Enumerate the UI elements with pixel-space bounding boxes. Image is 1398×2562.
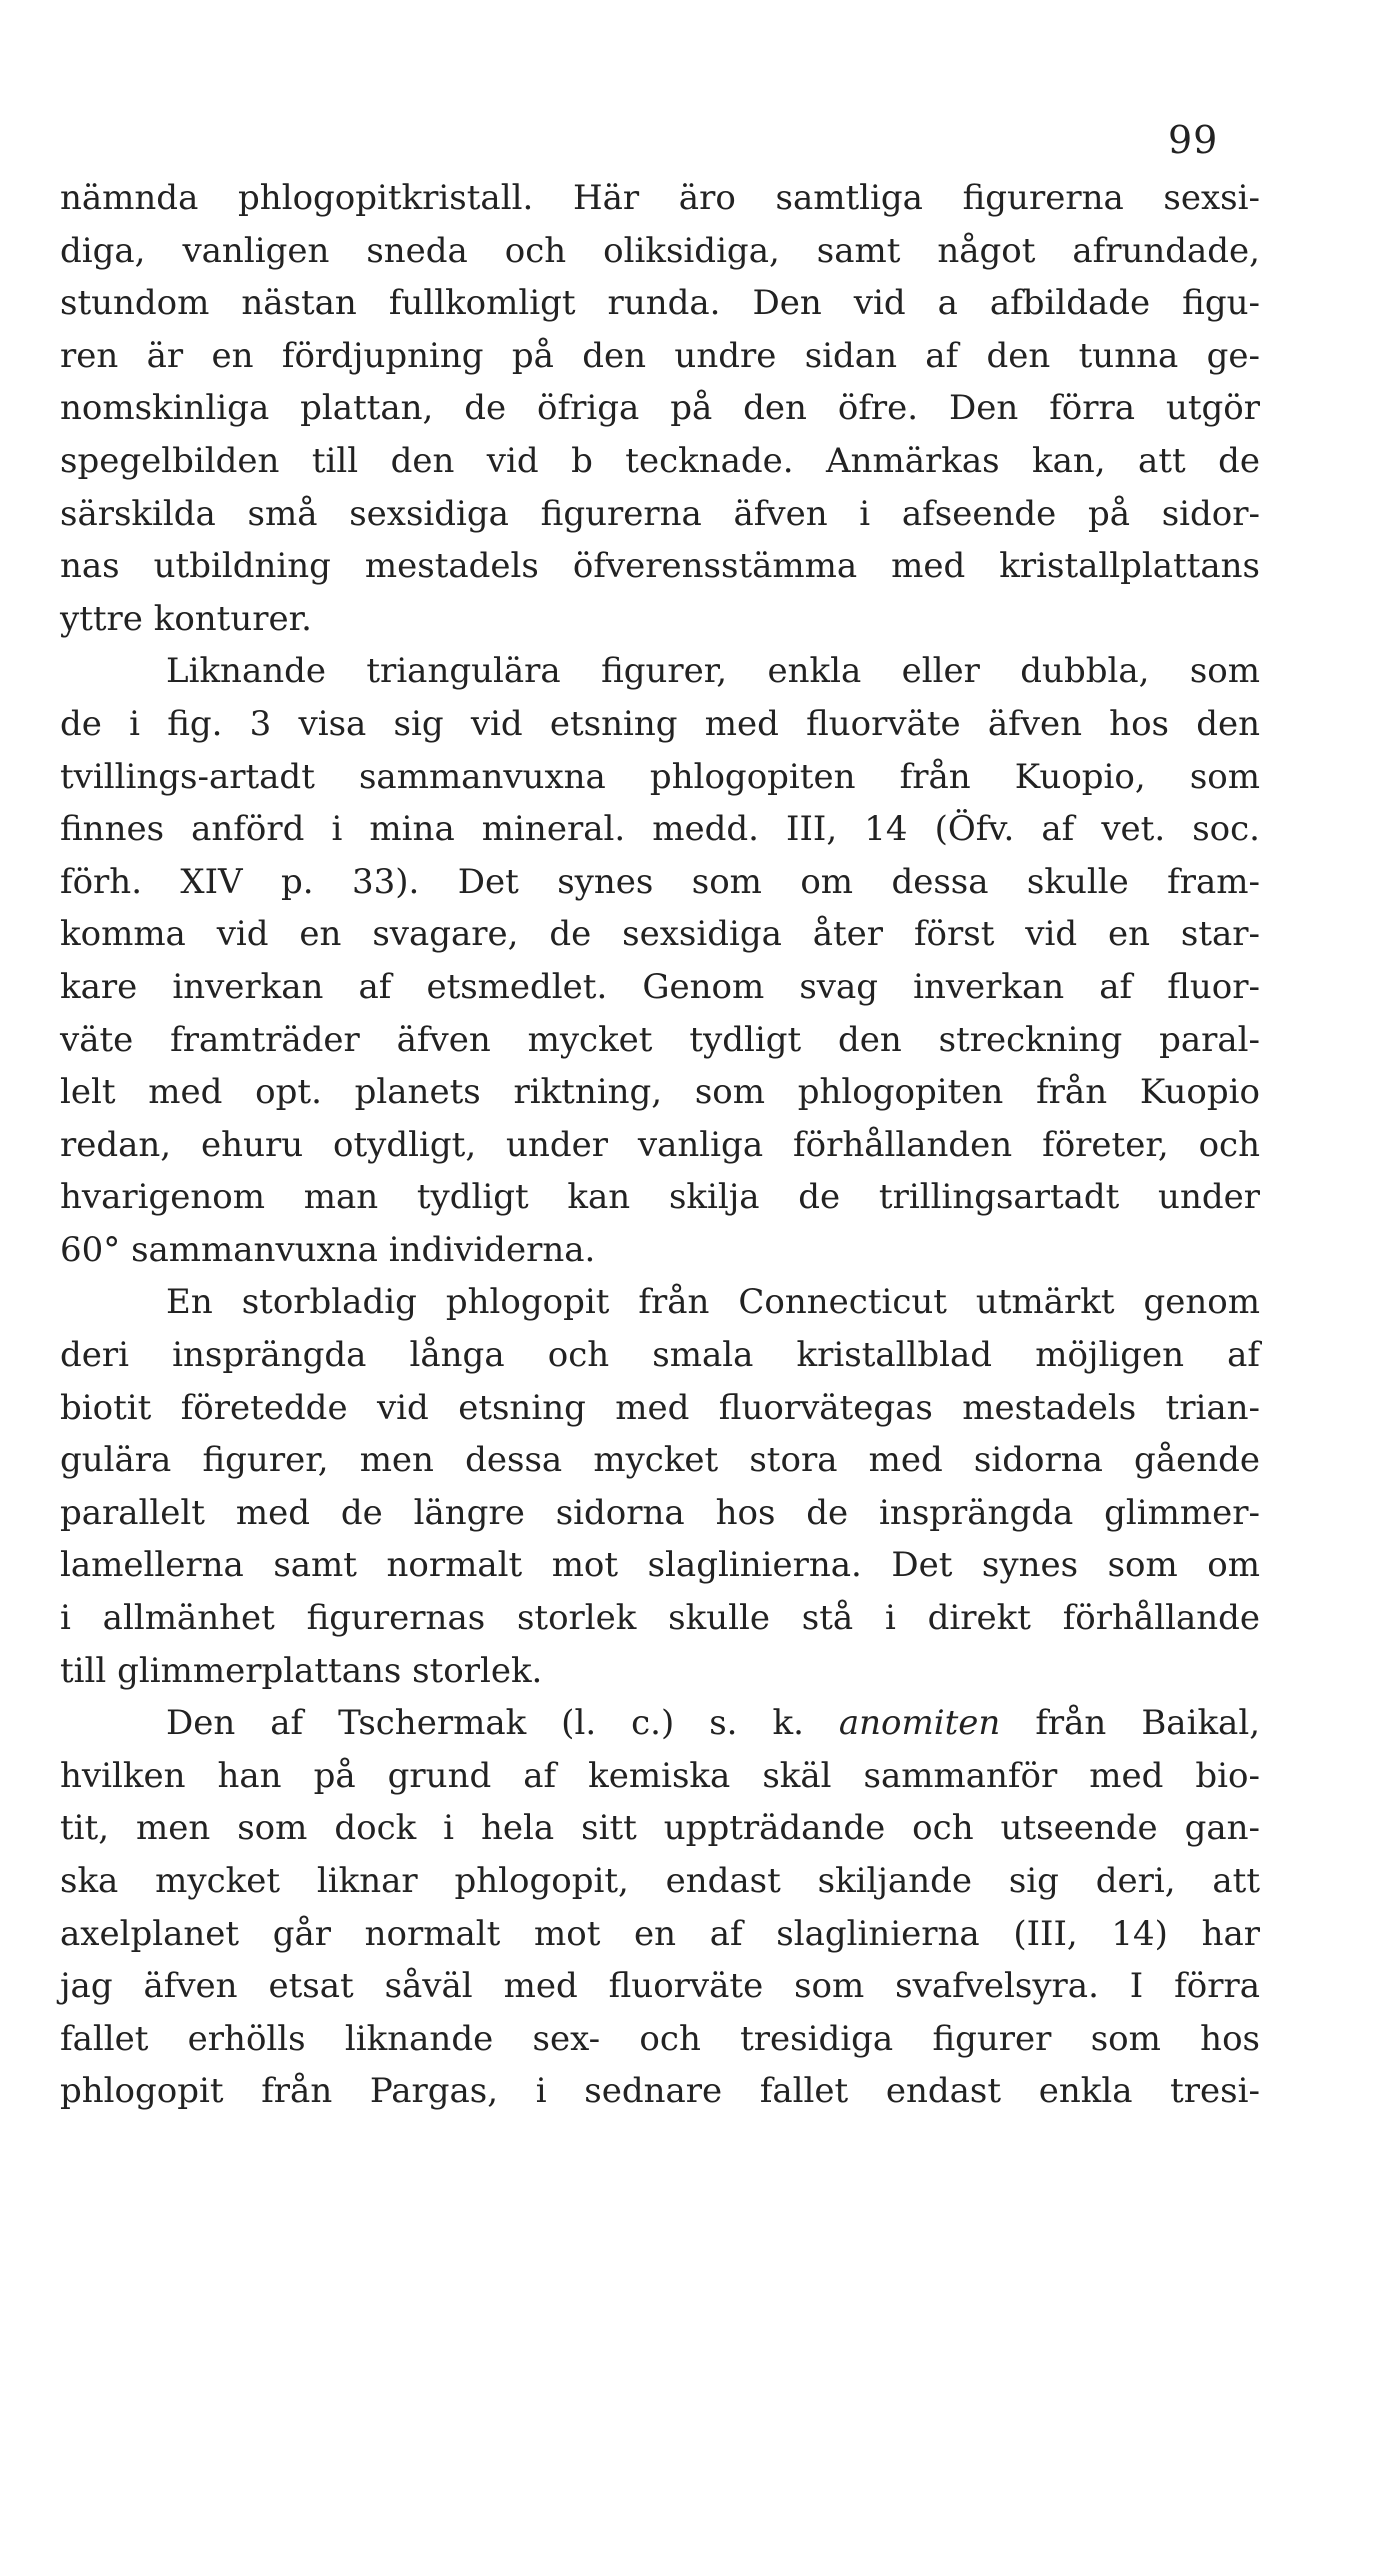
text-line: spegelbilden till den vid b tecknade. Anmärkas kan, att de — [60, 440, 1260, 481]
text-segment: Den af Tschermak (l. c.) s. k. — [166, 1703, 839, 1744]
text-line: komma vid en svagare, de sexsidiga åter först vid en star- — [60, 914, 1260, 955]
text-line: redan, ehuru otydligt, under vanliga förhållanden företer, och — [60, 1124, 1260, 1165]
text-line: phlogopit från Pargas, i sednare fallet endast enkla tresi- — [60, 2071, 1260, 2112]
text-line: ska mycket liknar phlogopit, endast skiljande sig deri, att — [60, 1861, 1260, 1901]
text-line: särskilda små sexsidiga figurerna äfven i afseende på sidor- — [60, 493, 1260, 534]
text-line: lelt med opt. planets riktning, som phlogopiten från Kuopio — [60, 1072, 1260, 1113]
text-line: lamellerna samt normalt mot slaglinierna. Det synes som om — [60, 1545, 1260, 1586]
text-line: nas utbildning mestadels öfverensstämma med kristallplattans — [60, 546, 1260, 587]
text-line: nomskinliga plattan, de öfriga på den öfre. Den förra utgör — [60, 388, 1260, 429]
text-line: finnes anförd i mina mineral. medd. III, 14 (Öfv. af vet. soc. — [60, 809, 1260, 850]
text-line: ren är en fördjupning på den undre sidan af den tunna ge- — [60, 335, 1260, 376]
text-line: hvilken han på grund af kemiska skäl sammanför med bio- — [60, 1755, 1260, 1796]
text-line: parallelt med de längre sidorna hos de insprängda glimmer- — [60, 1492, 1260, 1533]
text-line: En storbladig phlogopit från Connecticut utmärkt genom — [166, 1282, 1260, 1323]
text-line: Liknande triangulära figurer, enkla eller dubbla, som — [166, 651, 1260, 692]
text-line: fallet erhölls liknande sex- och tresidiga figurer som hos — [60, 2018, 1260, 2059]
text-line: biotit företedde vid etsning med fluorvätegas mestadels trian- — [60, 1387, 1260, 1428]
text-line: väte framträder äfven mycket tydligt den streckning paral- — [60, 1019, 1260, 1060]
body-text — [60, 172, 1260, 2118]
text-line: 60° sammanvuxna individerna. — [60, 1229, 596, 1270]
text-line: axelplanet går normalt mot en af slaglinierna (III, 14) har — [60, 1913, 1260, 1954]
text-line: tit, men som dock i hela sitt uppträdande och utseende gan- — [60, 1808, 1260, 1849]
text-line — [60, 1697, 1260, 1750]
text-line: gulära figurer, men dessa mycket stora med sidorna gående — [60, 1440, 1260, 1481]
italic-term-anomiten: anomiten — [838, 1703, 1001, 1744]
text-line: till glimmerplattans storlek. — [60, 1650, 543, 1691]
text-line: hvarigenom man tydligt kan skilja de trillingsartadt under — [60, 1177, 1260, 1218]
text-line: förh. XIV p. 33). Det synes som om dessa skulle fram- — [60, 861, 1260, 902]
text-line: deri insprängda långa och smala kristallblad möjligen af — [60, 1335, 1260, 1376]
text-segment: från Baikal, — [1000, 1703, 1261, 1744]
text-line: jag äfven etsat såväl med fluorväte som svafvelsyra. I förra — [60, 1966, 1260, 2007]
text-line: kare inverkan af etsmedlet. Genom svag inverkan af fluor- — [60, 966, 1260, 1007]
text-line: tvillings-artadt sammanvuxna phlogopiten från Kuopio, som — [60, 756, 1260, 797]
text-line: diga, vanligen sneda och oliksidiga, samt något afrundade, — [60, 230, 1260, 271]
text-line: de i fig. 3 visa sig vid etsning med fluorväte äfven hos den — [60, 703, 1260, 744]
text-line: i allmänhet figurernas storlek skulle stå i direkt förhållande — [60, 1598, 1260, 1639]
text-line: yttre konturer. — [60, 598, 312, 639]
text-line: nämnda phlogopitkristall. Här äro samtliga figurerna sexsi- — [60, 178, 1260, 218]
page-number: 99 — [1168, 118, 1219, 162]
text-line: stundom nästan fullkomligt runda. Den vid a afbildade figu- — [60, 283, 1260, 324]
